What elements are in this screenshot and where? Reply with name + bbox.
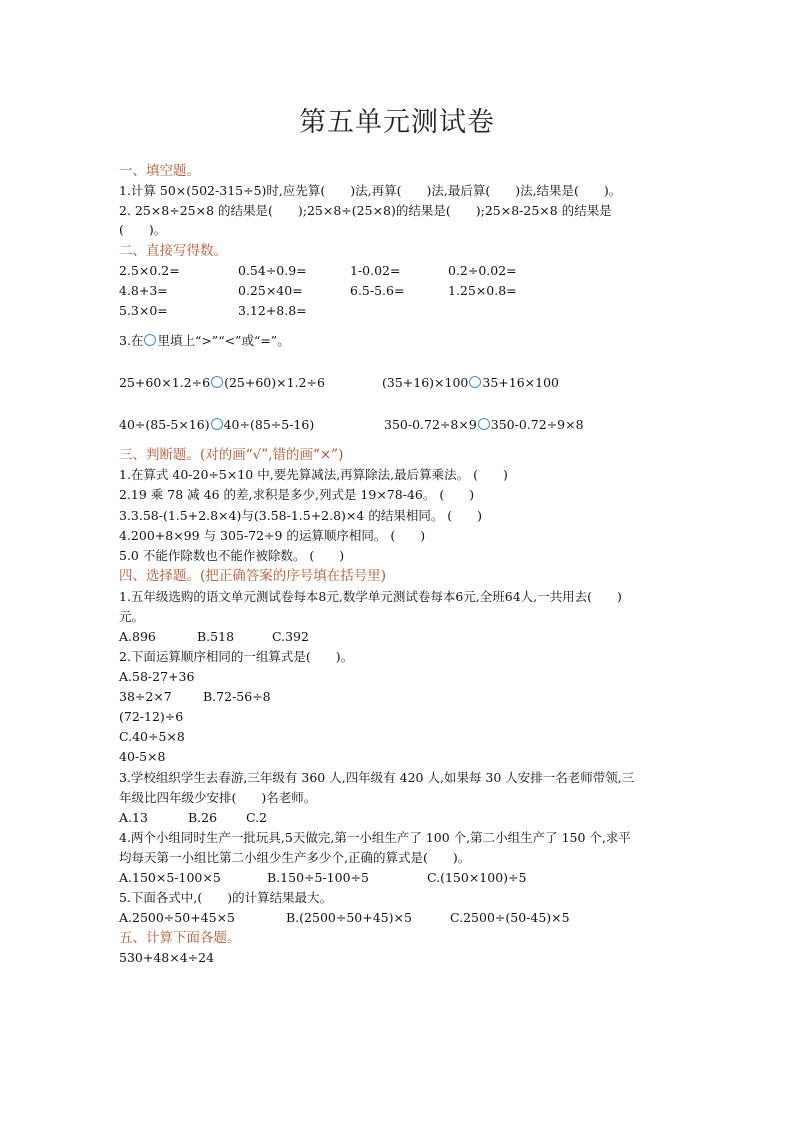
blank-circle-icon <box>144 334 156 346</box>
section-5-heading: 五、计算下面各题。 <box>119 930 241 946</box>
option: C.2500÷(50-45)×5 <box>450 910 570 925</box>
option: B.150÷5-100÷5 <box>267 870 369 885</box>
option: 40-5×8 <box>119 749 166 764</box>
judge-item: 4.200+8×99 与 305-72÷9 的运算顺序相同。 ( ) <box>119 528 426 543</box>
calc-item: 0.54÷0.9= <box>238 263 307 278</box>
blank-circle-icon <box>211 418 223 430</box>
s1-question-2-line2: ( )。 <box>119 222 167 237</box>
option: A.13 <box>119 810 148 825</box>
choice-q2: 2.下面运算顺序相同的一组算式是( )。 <box>119 649 354 664</box>
option: A.896 <box>119 629 156 644</box>
option: A.58-27+36 <box>119 669 195 684</box>
choice-q1-line1: 1.五年级选购的语文单元测试卷每本8元,数学单元测试卷每本6元,全班64人,一共用去( ) <box>119 589 622 604</box>
judge-item: 5.0 不能作除数也不能作被除数。 ( ) <box>119 548 345 563</box>
blank-circle-icon <box>469 376 481 388</box>
compare-item-1: 25+60×1.2÷6 (25+60)×1.2÷6 <box>119 375 325 390</box>
choice-q5: 5.下面各式中,( )的计算结果最大。 <box>119 890 333 905</box>
option: A.2500÷50+45×5 <box>119 910 235 925</box>
section-4-heading: 四、选择题。(把正确答案的序号填在括号里) <box>119 568 387 584</box>
option: B.518 <box>197 629 235 644</box>
choice-q3-line2: 年级比四年级少安排( )名老师。 <box>119 790 317 805</box>
calc-item: 2.5×0.2= <box>119 263 180 278</box>
s1-question-2-line1: 2. 25×8÷25×8 的结果是( );25×8÷(25×8)的结果是( );25×8-25×8 的结果是 <box>119 203 612 218</box>
option: C.(150×100)÷5 <box>427 870 527 885</box>
section-2-heading: 二、直接写得数。 <box>119 243 227 259</box>
option: B.(2500÷50+45)×5 <box>286 910 412 925</box>
blank-circle-icon <box>478 418 490 430</box>
judge-item: 1.在算式 40-20÷5×10 中,要先算减法,再算除法,最后算乘法。 ( ) <box>119 467 508 482</box>
calc-item: 0.25×40= <box>238 283 303 298</box>
blank-circle-icon <box>211 376 223 388</box>
option: C.40÷5×8 <box>119 729 185 744</box>
option: C.392 <box>272 629 309 644</box>
section-3-heading: 三、判断题。(对的画“√”,错的画“×”) <box>119 447 344 463</box>
s1-question-1: 1.计算 50×(502-315÷5)时,应先算( )法,再算( )法,最后算( )法,结果是( )。 <box>119 183 622 198</box>
calc-item: 0.2÷0.02= <box>448 263 517 278</box>
option: A.150×5-100×5 <box>119 870 221 885</box>
choice-q1-line2: 元。 <box>119 609 145 624</box>
calc-item: 4.8+3= <box>119 283 168 298</box>
option: C.2 <box>246 810 268 825</box>
option: B.26 <box>188 810 218 825</box>
compare-item-2: (35+16)×100 35+16×100 <box>382 375 559 390</box>
section-1-heading: 一、填空题。 <box>119 163 200 179</box>
calc-item: 3.12+8.8= <box>238 303 307 318</box>
compare-instruction: 3.在 里填上“>”“<”或“=”。 <box>119 333 290 348</box>
calc-problem-1: 530+48×4÷24 <box>119 950 215 965</box>
option: 38÷2×7 <box>119 689 172 704</box>
calc-item: 5.3×0= <box>119 303 168 318</box>
judge-item: 3.3.58-(1.5+2.8×4)与(3.58-1.5+2.8)×4 的结果相同。 ( ) <box>119 508 483 523</box>
option: (72-12)÷6 <box>119 709 184 724</box>
choice-q3-line1: 3.学校组织学生去春游,三年级有 360 人,四年级有 420 人,如果每 30 人安排一名老师带领,三 <box>119 770 635 785</box>
compare-item-4: 350-0.72÷8×9 350-0.72÷9×8 <box>384 417 584 432</box>
compare-item-3: 40÷(85-5×16) 40÷(85÷5-16) <box>119 417 315 432</box>
judge-item: 2.19 乘 78 减 46 的差,求积是多少,列式是 19×78-46。 ( ) <box>119 487 475 502</box>
calc-item: 6.5-5.6= <box>350 283 405 298</box>
choice-q4-line2: 均每天第一小组比第二小组少生产多少个,正确的算式是( )。 <box>119 850 471 865</box>
calc-item: 1-0.02= <box>350 263 401 278</box>
option: B.72-56÷8 <box>203 689 271 704</box>
choice-q4-line1: 4.两个小组同时生产一批玩具,5天做完,第一小组生产了 100 个,第二小组生产了 150 个,求平 <box>119 830 631 845</box>
calc-item: 1.25×0.8= <box>448 283 517 298</box>
page-title: 第五单元测试卷 <box>299 107 495 138</box>
